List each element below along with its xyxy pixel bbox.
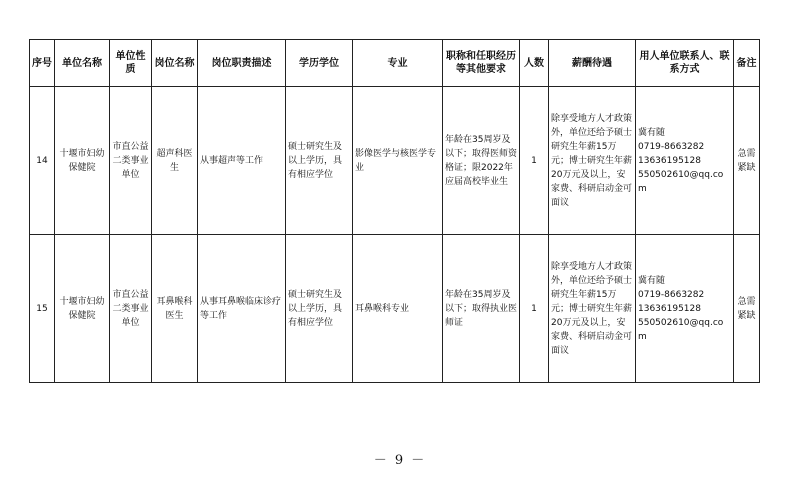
salary: 除享受地方人才政策外，单位还给予硕士研究生年薪15万元；博士研究生年薪20万元及以上，安家费、科研启动金可面议: [549, 235, 636, 383]
contact-cell: [636, 235, 734, 383]
degree-requirement: 硕士研究生及以上学历，具有相应学位: [286, 235, 353, 383]
header-cell: 岗位职责描述: [198, 40, 286, 87]
header-cell: 用人单位联系人、联系方式: [636, 40, 734, 87]
headcount: 1: [520, 87, 549, 235]
header-cell: 岗位名称: [152, 40, 198, 87]
header-cell: 单位性质: [110, 40, 152, 87]
position-name: 超声科医生: [152, 87, 198, 235]
contact-mobile: 13636195128: [638, 155, 701, 166]
note: 急需紧缺: [734, 235, 760, 383]
note: 急需紧缺: [734, 87, 760, 235]
header-cell: 职称和任职经历等其他要求: [443, 40, 520, 87]
other-requirements: 年龄在35周岁及以下；取得执业医师证: [443, 235, 520, 383]
header-cell: 学历学位: [286, 40, 353, 87]
contact-email: 550502610@qq.com: [638, 317, 724, 342]
contact-name: 冀有随: [638, 127, 666, 138]
row-number: 15: [30, 235, 55, 383]
headcount: 1: [520, 235, 549, 383]
table-row: [30, 87, 760, 235]
header-cell: 人数: [520, 40, 549, 87]
major: 影像医学与核医学专业: [353, 87, 443, 235]
header-cell: 单位名称: [55, 40, 110, 87]
unit-name: 十堰市妇幼保健院: [55, 87, 110, 235]
header-cell: 薪酬待遇: [549, 40, 636, 87]
header-cell: 序号: [30, 40, 55, 87]
degree-requirement: 硕士研究生及以上学历，具有相应学位: [286, 87, 353, 235]
contact-name: 冀有随: [638, 275, 666, 286]
recruitment-table: [29, 39, 760, 383]
header-cell: 专业: [353, 40, 443, 87]
position-name: 耳鼻喉科医生: [152, 235, 198, 383]
contact-phone: 0719-8663282: [638, 289, 705, 300]
contact-email: 550502610@qq.com: [638, 169, 724, 194]
contact-phone: 0719-8663282: [638, 141, 705, 152]
page-number: － 9 －: [373, 453, 427, 468]
header-cell: 备注: [734, 40, 760, 87]
salary: 除享受地方人才政策外，单位还给予硕士研究生年薪15万元；博士研究生年薪20万元及以上，安家费、科研启动金可面议: [549, 87, 636, 235]
table-header-row: [30, 40, 760, 87]
duty-description: 从事超声等工作: [198, 87, 286, 235]
contact-cell: [636, 87, 734, 235]
unit-nature: 市直公益二类事业单位: [110, 87, 152, 235]
major: 耳鼻喉科专业: [353, 235, 443, 383]
row-number: 14: [30, 87, 55, 235]
unit-name: 十堰市妇幼保健院: [55, 235, 110, 383]
table-row: [30, 235, 760, 383]
contact-mobile: 13636195128: [638, 303, 701, 314]
other-requirements: 年龄在35周岁及以下；取得医师资格证；限2022年应届高校毕业生: [443, 87, 520, 235]
duty-description: 从事耳鼻喉临床诊疗等工作: [198, 235, 286, 383]
unit-nature: 市直公益二类事业单位: [110, 235, 152, 383]
